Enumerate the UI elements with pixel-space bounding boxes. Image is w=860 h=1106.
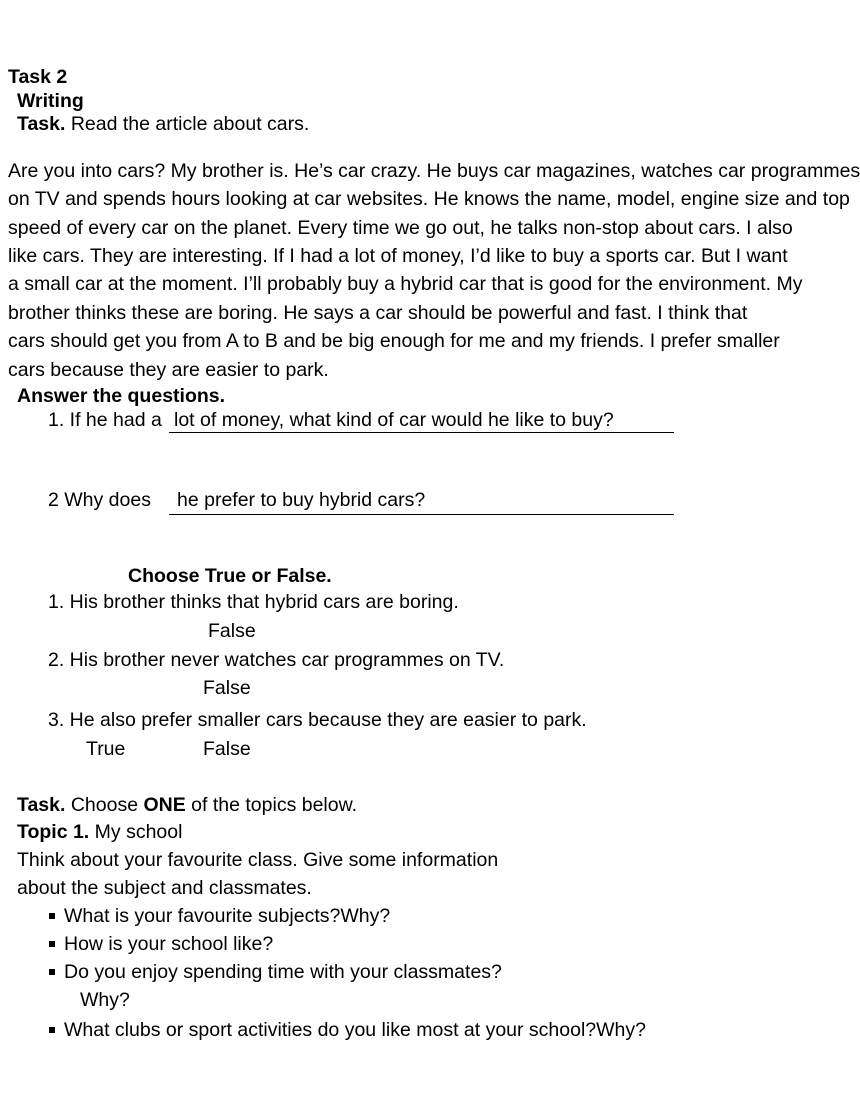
article-line: on TV and spends hours looking at car websites. He knows the name, model, engine size and top	[8, 188, 850, 210]
writing-task-label: Task.	[17, 794, 66, 816]
question-1-text: lot of money, what kind of car would he like to buy?	[174, 409, 614, 431]
article-line: speed of every car on the planet. Every time we go out, he talks non-stop about cars. I also	[8, 217, 793, 239]
article-line: cars because they are easier to park.	[8, 359, 329, 381]
tf-statement-2: 2. His brother never watches car programmes on TV.	[48, 649, 505, 671]
section-title: Writing	[17, 90, 84, 112]
writing-task-text-2: of the topics below.	[191, 794, 358, 816]
topic-title	[17, 823, 182, 843]
tf-false-option-1[interactable]: False	[208, 620, 256, 642]
article-line: Are you into cars? My brother is. He’s car crazy. He buys car magazines, watches car programmes	[8, 160, 860, 182]
topic-label: Topic 1.	[17, 821, 90, 843]
instruction-text: Read the article about cars.	[70, 113, 310, 135]
bullet-item: How is your school like?	[64, 933, 274, 955]
article-line: like cars. They are interesting. If I had a lot of money, I’d like to buy a sports car. But I want	[8, 245, 788, 267]
article-line: cars should get you from A to B and be big enough for me and my friends. I prefer smaller	[8, 330, 780, 352]
topic-intro-line: Think about your favourite class. Give some information	[17, 849, 499, 871]
reading-instruction	[17, 115, 309, 135]
article-line: brother thinks these are boring. He says a car should be powerful and fast. I think that	[8, 302, 748, 324]
questions-heading: Answer the questions.	[17, 385, 226, 407]
answer-line-1[interactable]	[169, 432, 674, 433]
bullet-item: What clubs or sport activities do you like most at your school?Why?	[64, 1019, 646, 1041]
tf-false-option-2[interactable]: False	[203, 677, 251, 699]
tf-statement-3: 3. He also prefer smaller cars because they are easier to park.	[48, 709, 587, 731]
tf-statement-1: 1. His brother thinks that hybrid cars are boring.	[48, 591, 459, 613]
answer-line-2[interactable]	[169, 514, 674, 515]
topic-name: My school	[94, 821, 183, 843]
topic-intro-line: about the subject and classmates.	[17, 877, 312, 899]
bullet-item: Do you enjoy spending time with your classmates?	[64, 961, 502, 983]
bullet-item: What is your favourite subjects?Why?	[64, 905, 391, 927]
tf-true-option-3[interactable]: True	[86, 738, 126, 760]
square-bullet-icon	[49, 1027, 55, 1033]
writing-task-text-1: Choose	[70, 794, 139, 816]
writing-task-emphasis: ONE	[143, 794, 186, 816]
article-line: a small car at the moment. I’ll probably buy a hybrid car that is good for the environment. My	[8, 273, 803, 295]
true-false-heading: Choose True or False.	[128, 565, 332, 587]
question-2-prefix: 2 Why does	[48, 489, 151, 511]
square-bullet-icon	[49, 941, 55, 947]
square-bullet-icon	[49, 913, 55, 919]
writing-task-instruction	[17, 796, 357, 816]
instruction-label: Task.	[17, 113, 66, 135]
question-2-text: he prefer to buy hybrid cars?	[177, 489, 426, 511]
question-1-prefix: 1. If he had a	[48, 409, 162, 431]
bullet-item-continuation: Why?	[80, 989, 130, 1011]
square-bullet-icon	[49, 969, 55, 975]
task-number: Task 2	[8, 66, 68, 88]
tf-false-option-3[interactable]: False	[203, 738, 251, 760]
